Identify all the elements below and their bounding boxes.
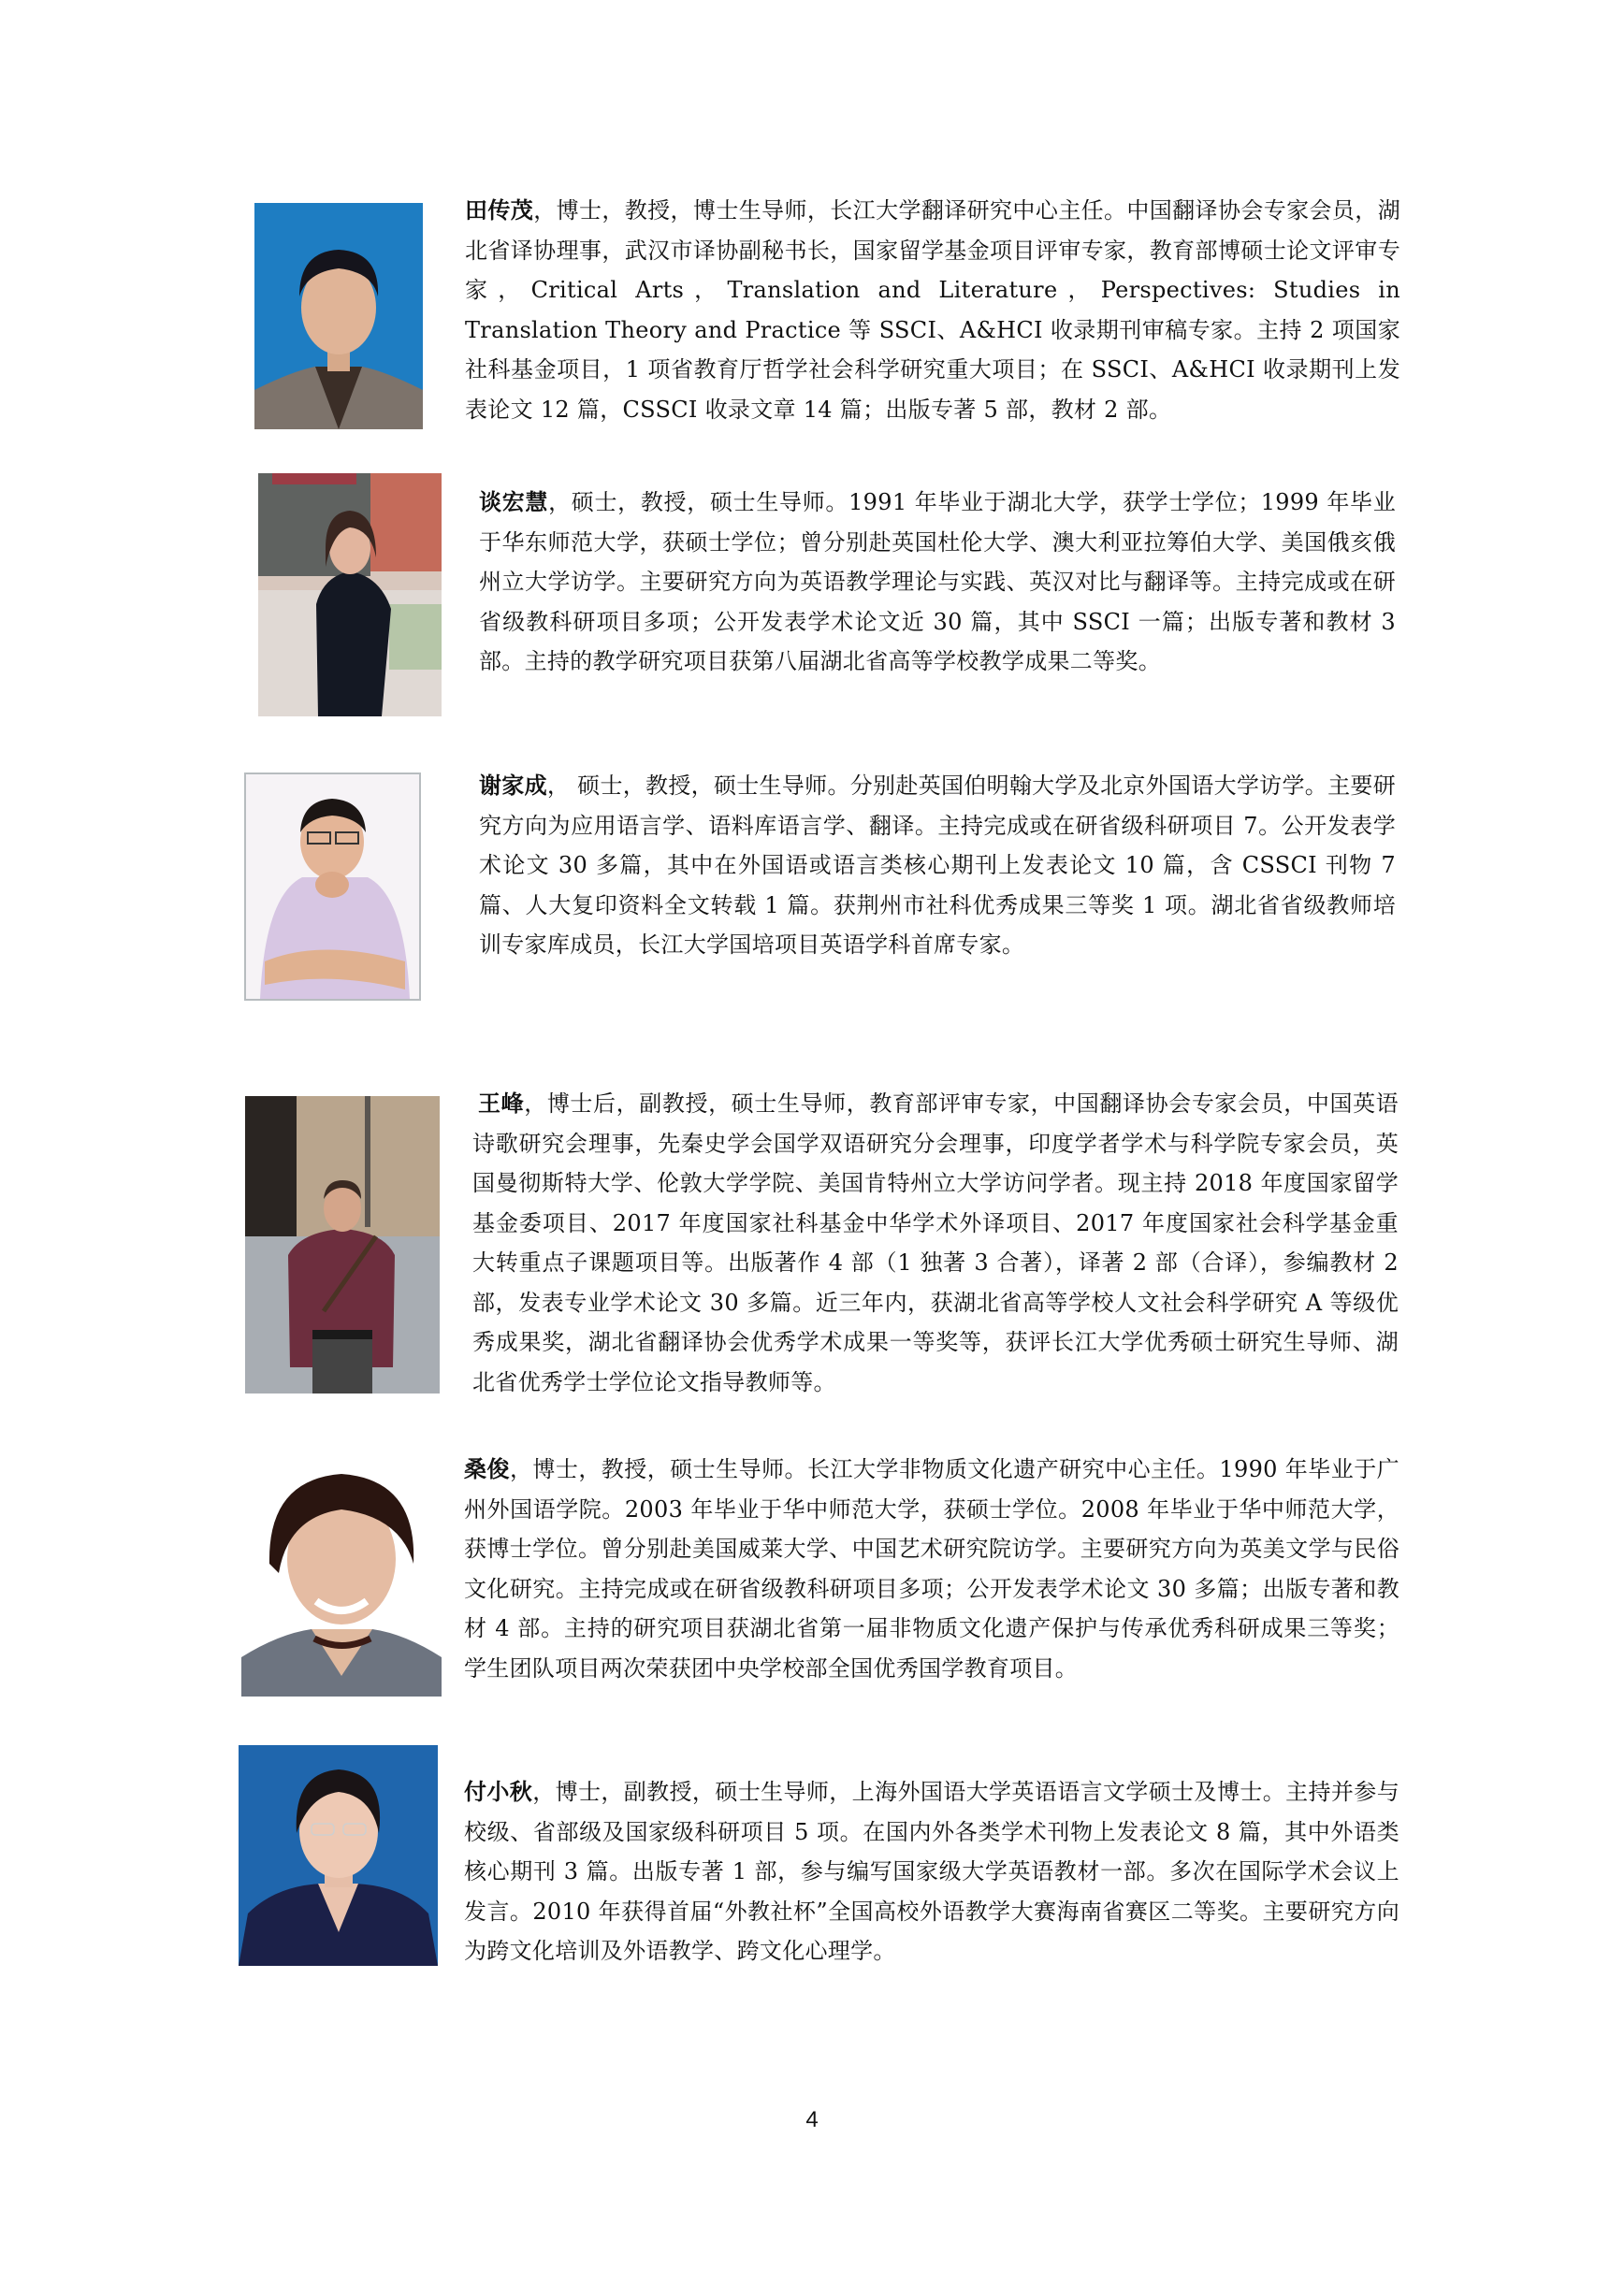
- profile-photo-6: [239, 1745, 438, 1966]
- profile-bio-6: [464, 1772, 1399, 1971]
- profile-photo-5: [241, 1451, 442, 1697]
- portrait-icon: [254, 203, 423, 429]
- profile-name: 谈宏慧: [479, 489, 549, 515]
- portrait-icon: [239, 1745, 438, 1966]
- profile-description: ，硕士，教授，硕士生导师。1991 年毕业于湖北大学，获学士学位；1999 年毕业于华东师范大学，获硕士学位；曾分别赴英国杜伦大学、澳大利亚拉筹伯大学、美国俄亥俄州立大学访学。主要研究方向为英语教学理论与实践、英汉对比与翻译等。主持完成或在研省级教科研项目多项；公开发表学术论文近 30 篇，其中 SSCI 一篇；出版专著和教材 3 部。主持的教学研究项目获第八届湖北省高等学校教学成果二等奖。: [479, 489, 1396, 674]
- profile-description: ，博士，教授，硕士生导师。长江大学非物质文化遗产研究中心主任。1990 年毕业于广州外国语学院。2003 年毕业于华中师范大学，获硕士学位。2008 年毕业于华中师范大学，获博士学位。曾分别赴美国威莱大学、中国艺术研究院访学。主要研究方向为英美文学与民俗文化研究。主持完成或在研省级教科研项目多项；公开发表学术论文 30 多篇；出版专著和教材 4 部。主持的研究项目获湖北省第一届非物质文化遗产保护与传承优秀科研成果三等奖；学生团队项目两次荣获团中央学校部全国优秀国学教育项目。: [464, 1456, 1399, 1682]
- profile-name: 桑俊: [464, 1456, 510, 1482]
- portrait-icon: [245, 1096, 440, 1393]
- profile-description: ，博士后，副教授，硕士生导师，教育部评审专家，中国翻译协会专家会员，中国英语诗歌研究会理事，先秦史学会国学双语研究分会理事，印度学者学术与科学院专家会员，英国曼彻斯特大学、伦敦大学学院、美国肯特州立大学访问学者。现主持 2018 年度国家留学基金委项目、2017 年度国家社科基金中华学术外译项目、2017 年度国家社会科学基金重大转重点子课题项目等。出版著作 4 部（1 独著 3 合著），译著 2 部（合译），参编教材 2 部，发表专业学术论文 30 多篇。近三年内，获湖北省高等学校人文社会科学研究 A 等级优秀成果奖，湖北省翻译协会优秀学术成果一等奖等，获评长江大学优秀硕士研究生导师、湖北省优秀学士学位论文指导教师等。: [472, 1090, 1399, 1395]
- profile-name: 谢家成: [479, 773, 547, 799]
- portrait-icon: [246, 774, 419, 999]
- profile-bio-1: [465, 191, 1400, 429]
- profile-photo-4: [245, 1096, 440, 1393]
- portrait-icon: [258, 473, 442, 716]
- page-number: 4: [805, 2107, 819, 2132]
- profile-photo-2: [258, 473, 442, 716]
- profile-bio-4: [472, 1084, 1399, 1402]
- profile-description: ，博士，教授，博士生导师，长江大学翻译研究中心主任。中国翻译协会专家会员，湖北省译协理事，武汉市译协副秘书长，国家留学基金项目评审专家，教育部博硕士论文评审专家，Critical Arts，Translation and Literature，Perspectives: Studies in Translation Theory and Practice 等 SSCI、A&HCI 收录期刊审稿专家。主持 2 项国家社科基金项目，1 项省教育厅哲学社会科学研究重大项目；在 SSCI、A&HCI 收录期刊上发表论文 12 篇，CSSCI 收录文章 14 篇；出版专著 5 部，教材 2 部。: [465, 197, 1400, 423]
- profile-bio-2: [479, 483, 1396, 682]
- profile-name: 付小秋: [464, 1779, 533, 1805]
- profile-bio-3: [479, 766, 1396, 965]
- profile-photo-1: [254, 203, 423, 429]
- profile-name: 王峰: [478, 1090, 525, 1117]
- profile-name: 田传茂: [465, 197, 534, 224]
- profile-description: ， 硕士，教授，硕士生导师。分别赴英国伯明翰大学及北京外国语大学访学。主要研究方向为应用语言学、语料库语言学、翻译。主持完成或在研省级科研项目 7。公开发表学术论文 30 多篇，其中在外国语或语言类核心期刊上发表论文 10 篇，含 CSSCI 刊物 7 篇、人大复印资料全文转载 1 篇。获荆州市社科优秀成果三等奖 1 项。湖北省省级教师培训专家库成员，长江大学国培项目英语学科首席专家。: [479, 773, 1396, 958]
- profile-description: ，博士，副教授，硕士生导师，上海外国语大学英语语言文学硕士及博士。主持并参与校级、省部级及国家级科研项目 5 项。在国内外各类学术刊物上发表论文 8 篇，其中外语类核心期刊 3 篇。出版专著 1 部，参与编写国家级大学英语教材一部。多次在国际学术会议上发言。2010 年获得首届“外教社杯”全国高校外语教学大赛海南省赛区二等奖。主要研究方向为跨文化培训及外语教学、跨文化心理学。: [464, 1779, 1399, 1964]
- portrait-icon: [241, 1451, 442, 1697]
- profile-photo-3: [244, 773, 421, 1001]
- profile-bio-5: [464, 1450, 1399, 1688]
